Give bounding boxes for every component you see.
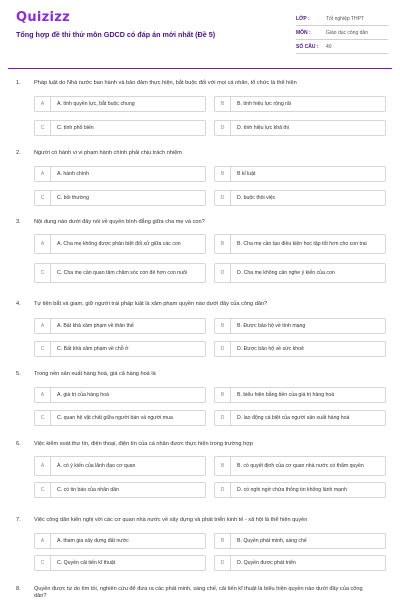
meta-value: Giáo dục công dân [326,29,368,36]
option-letter: D [215,121,231,135]
option-d[interactable] [214,482,386,498]
option-letter: B [215,388,231,402]
header-divider [8,68,392,69]
option-letter: B [215,457,231,475]
option-d[interactable] [214,120,386,136]
worksheet-header [0,0,400,62]
option-letter: A [35,319,51,333]
option-text: C. quan hệ vật chất giữa người bán và người mua [57,414,173,421]
option-text: D. Được bảo hộ về sức khoẻ [237,345,304,352]
option-c[interactable] [34,410,206,426]
option-letter: D [215,264,231,282]
option-letter: A [35,97,51,111]
page-title: Tổng hợp đề thi thử môn GDCD có đáp án mới nhất (Đề 5) [16,30,216,39]
option-a[interactable] [34,533,206,549]
option-text: B. Cha mẹ cần tạo điều kiện học tập tốt hơn cho con trai [237,240,367,247]
option-c[interactable] [34,341,206,357]
option-b[interactable] [214,166,386,182]
meta-label: MÔN : [296,29,311,36]
option-text: D. có nghi ngờ chứa thông tin không lành mạnh [237,486,347,493]
option-text: C. tính phổ biến [57,124,94,131]
option-letter: A [35,167,51,181]
option-d[interactable] [214,263,386,283]
worksheet-meta [296,12,388,54]
option-a[interactable] [34,456,206,476]
option-d[interactable] [214,555,386,571]
option-a[interactable] [34,318,206,334]
option-letter: B [215,167,231,181]
question-number: 5. [16,371,21,377]
quizizz-logo: Quizizz [16,10,71,25]
option-text: A. hành chính [57,170,90,177]
question-number: 6. [16,441,21,447]
option-b[interactable] [214,234,386,254]
option-c[interactable] [34,190,206,206]
option-c[interactable] [34,555,206,571]
option-b[interactable] [214,387,386,403]
option-letter: C [35,556,51,570]
option-text: D. Quyền được phát triển [237,559,296,566]
meta-row-count [296,40,388,54]
question-text: Việc kiểm soát thư tín, điện thoại, điện tín của cá nhân được thực hiện trong trường hợp [34,441,253,447]
option-b[interactable] [214,533,386,549]
option-a[interactable] [34,166,206,182]
option-text: B. tính hiệu lực rộng rãi [237,100,291,107]
question-number: 2. [16,150,21,156]
option-text: A. Cha mẹ không được phân biệt đối xử giữa các con [57,240,181,247]
option-letter: A [35,457,51,475]
option-letter: B [215,534,231,548]
option-letter: A [35,235,51,253]
option-text: B. Quyền phát minh, sáng chế [237,537,307,544]
option-text: B. biểu hiện bằng tiền của giá trị hàng hoá [237,391,335,398]
question-text: Tự tiện bắt và giam, giữ người trái pháp luật là xâm phạm quyền nào dưới đây của công dân? [34,301,268,307]
question-number: 3. [16,219,21,225]
option-letter: D [215,342,231,356]
option-c[interactable] [34,482,206,498]
option-letter: C [35,264,51,282]
option-letter: C [35,483,51,497]
option-text: C. Bất khả xâm phạm về chỗ ở [57,345,129,352]
option-letter: D [215,556,231,570]
option-letter: B [215,235,231,253]
option-letter: C [35,342,51,356]
option-d[interactable] [214,190,386,206]
option-letter: C [35,121,51,135]
meta-row-subject [296,26,388,40]
option-d[interactable] [214,410,386,426]
option-letter: D [215,411,231,425]
option-text: A. có ý kiến của lãnh đạo cơ quan [57,462,136,469]
option-letter: C [35,191,51,205]
option-text: D. lao động cá biệt của người sản xuất hàng hoá [237,414,350,421]
option-letter: A [35,388,51,402]
option-c[interactable] [34,120,206,136]
option-b[interactable] [214,456,386,476]
option-text: C. Cha mẹ cần quan tâm chăm sóc con đẻ hơn con nuôi [57,269,187,276]
option-letter: A [35,534,51,548]
option-text: A. giá trị của hàng hoá [57,391,109,398]
question-text: Trong nền sản xuất hàng hoá, giá cả hàng hoá là [34,371,156,377]
option-text: A. tham gia xây dựng đất nước [57,537,129,544]
option-b[interactable] [214,96,386,112]
option-letter: D [215,483,231,497]
question-text: Người có hành vi vi phạm hành chính phải chịu trách nhiệm [34,150,182,156]
meta-label: LỚP : [296,15,310,22]
option-letter: D [215,191,231,205]
question-text: Quyền được tự do tìm tòi, nghiên cứu để đưa ra các phát minh, sáng chế, cải tiến kĩ thuật là biểu hiện quyền nào dưới đây của công dân? [34,586,363,599]
meta-value: 40 [326,43,332,50]
option-text: D. buộc thôi việc [237,194,276,201]
option-text: A. tính quyền lực, bắt buộc chung [57,100,135,107]
option-text: D. Cha mẹ không cần nghe ý kiến của con [237,269,335,276]
question-text: Nội dung nào dưới đây nói về quyền bình đẳng giữa cha mẹ và con? [34,219,205,225]
question-text: Việc công dân kiến nghị với các cơ quan nhà nước về xây dựng và phát triển kinh tế - xã hội là thể hiện quyền [34,517,308,523]
meta-value: Tốt nghiệp THPT [326,15,364,22]
option-text: C. bồi thường [57,194,89,201]
question-number: 8. [16,586,21,592]
option-a[interactable] [34,234,206,254]
option-letter: B [215,97,231,111]
option-b[interactable] [214,318,386,334]
question-text: Pháp luật do Nhà nước ban hành và bảo đảm thực hiện, bắt buộc đối với mọi cá nhân, tổ chức là thể hiện [34,80,297,86]
option-text: B. có quyết định của cơ quan nhà nước có thẩm quyền [237,462,364,469]
option-text: B. Được bảo hộ về tính mạng [237,322,306,329]
option-letter: B [215,319,231,333]
option-text: B kỉ luật [237,170,256,177]
question-number: 7. [16,517,21,523]
option-text: A. Bất khả xâm phạm về thân thể [57,322,134,329]
question-number: 1. [16,80,21,86]
meta-row-class [296,12,388,26]
option-text: D. tính hiệu lực khả thi [237,124,289,131]
option-text: C. Quyền cải tiến kĩ thuật [57,559,116,566]
meta-label: SỐ CÂU : [296,43,319,50]
option-a[interactable] [34,96,206,112]
option-text: C. có tin báo của nhân dân [57,486,120,493]
question-number: 4. [16,301,21,307]
option-letter: C [35,411,51,425]
option-d[interactable] [214,341,386,357]
option-c[interactable] [34,263,206,283]
option-a[interactable] [34,387,206,403]
